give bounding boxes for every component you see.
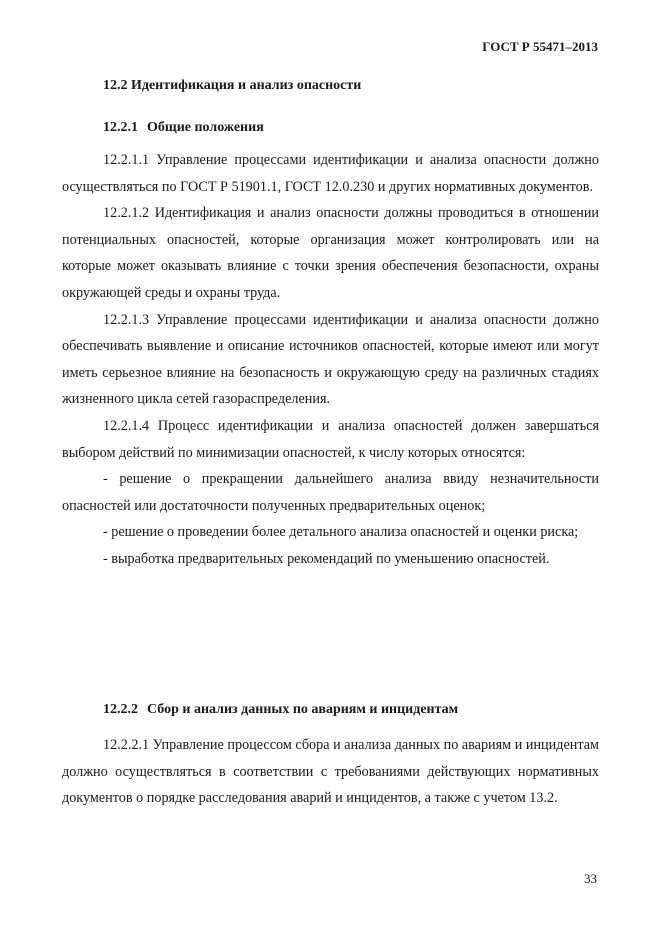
subsection-body-12-2-2 [62,732,599,812]
paragraph: 12.2.1.3 Управление процессами идентификации и анализа опасности должно обеспечивать выявление и описание источников опасностей, которые имеют или могут иметь серьезное влияние на безопасность и окружающую среду на различных стадиях жизненного цикла сетей газораспределения. [62,311,599,408]
list-item: - выработка предварительных рекомендаций по уменьшению опасностей. [103,550,550,567]
list-item: - решение о проведении более детального анализа опасностей и оценки риска; [103,524,579,541]
document-code: ГОСТ Р 55471–2013 [482,39,598,54]
subsection-number: 12.2.1 [103,120,138,135]
page-number: 33 [584,871,597,886]
paragraph: 12.2.1.2 Идентификация и анализ опасности должны проводиться в отношении потенциальных опасностей, которые организация может контролировать или на которые может оказывать влияние с точки зрения обеспечения безопасности, охраны окружающей среды и охраны труда. [62,205,599,301]
paragraph: 12.2.1.1 Управление процессами идентификации и анализа опасности должно осуществляться по ГОСТ Р 51901.1, ГОСТ 12.0.230 и других нормативных документов. [62,152,599,195]
subsection-number: 12.2.2 [103,702,138,717]
subsection-heading-12-2-2 [103,702,458,718]
subsection-heading-12-2-1 [103,120,264,136]
subsection-body-12-2-1 [62,147,599,573]
subsection-title: Общие положения [147,120,264,135]
paragraph: 12.2.1.4 Процесс идентификации и анализа опасностей должен завершаться выбором действий по минимизации опасностей, к числу которых относятся: [62,417,599,461]
subsection-title: Сбор и анализ данных по авариям и инцидентам [147,702,459,717]
list-item: - решение о прекращении дальнейшего анализа ввиду незначительности опасностей или достаточности полученных предварительных оценок; [62,471,599,514]
section-heading: 12.2 Идентификация и анализ опасности [103,78,362,93]
paragraph: 12.2.2.1 Управление процессом сбора и анализа данных по авариям и инцидентам должно осуществляться в соответствии с требованиями действующих нормативных документов о порядке расследования аварий и инцидентов, а также с учетом 13.2. [62,737,599,807]
